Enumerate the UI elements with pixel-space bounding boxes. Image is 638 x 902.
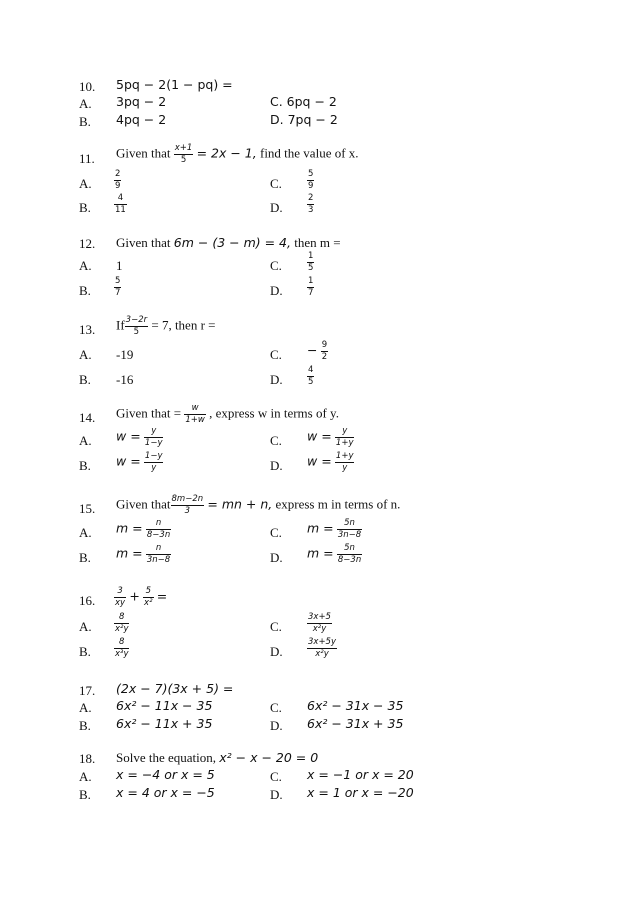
option-letter-d: D. bbox=[270, 283, 283, 298]
option-d: $\frac{4}{5}$ bbox=[308, 365, 314, 387]
option-letter-a: A. bbox=[79, 96, 92, 111]
question-stem: Given that $\frac{8m-2n}{3}$ = mn + n, express m in terms of n. bbox=[116, 494, 401, 516]
option-letter-a: A. bbox=[79, 433, 92, 448]
option-letter-b: B. bbox=[79, 787, 91, 802]
option-d: $\frac{3x+5y}{\text{x²y}}$ bbox=[308, 637, 336, 659]
question-number: 10. bbox=[79, 79, 96, 94]
option-letter-b: B. bbox=[79, 283, 91, 298]
option-c: x = −1 or x = 20 bbox=[307, 767, 414, 782]
option-letter-a: A. bbox=[79, 176, 92, 191]
option-letter-a: A. bbox=[79, 258, 92, 273]
question-stem: (2x − 7)(3x + 5) = bbox=[116, 681, 234, 696]
option-letter-d: D. bbox=[270, 458, 283, 473]
option-b: 4pq − 2 bbox=[116, 112, 167, 127]
question-stem: If $\frac{3-2r}{5}$ = 7, then r = bbox=[116, 315, 216, 337]
option-c: m = $\frac{5n}{3n-8}$ bbox=[307, 518, 362, 540]
question-number: 11. bbox=[79, 151, 95, 166]
option-d: $\frac{1}{7}$ bbox=[308, 276, 314, 298]
question-stem: Given that $\frac{x+1}{5}$ = 2x − 1, find the value of x. bbox=[116, 143, 359, 165]
option-letter-a: A. bbox=[79, 769, 92, 784]
option-letter-b: B. bbox=[79, 114, 91, 129]
option-b: m = $\frac{n}{3n-8}$ bbox=[116, 543, 171, 565]
option-c: $\frac{1}{5}$ bbox=[308, 251, 314, 273]
option-letter-c: C. bbox=[270, 433, 282, 448]
option-a: -19 bbox=[116, 347, 134, 362]
option-letter-d: D. bbox=[270, 200, 283, 215]
question-number: 13. bbox=[79, 322, 96, 337]
option-d: D. 7pq − 2 bbox=[270, 112, 338, 127]
option-b: $\frac{5}{7}$ bbox=[115, 276, 121, 298]
option-b: $\frac{8}{\text{x³y}}$ bbox=[115, 637, 129, 659]
option-c: w = $\frac{y}{1+y}$ bbox=[307, 426, 354, 448]
option-letter-d: D. bbox=[270, 372, 283, 387]
option-letter-c: C. bbox=[270, 769, 282, 784]
option-letter-c: C. bbox=[270, 619, 282, 634]
option-letter-d: D. bbox=[270, 644, 283, 659]
question-stem: $\frac{3}{xy}$ + $\frac{5}{\text{x²}}$ = bbox=[115, 586, 168, 608]
option-b: -16 bbox=[116, 372, 134, 387]
option-letter-d: D. bbox=[270, 550, 283, 565]
question-number: 12. bbox=[79, 236, 96, 251]
option-d: x = 1 or x = −20 bbox=[307, 785, 414, 800]
option-letter-d: D. bbox=[270, 718, 283, 733]
option-a: m = $\frac{n}{8-3n}$ bbox=[116, 518, 171, 540]
question-number: 15. bbox=[79, 501, 96, 516]
question-number: 17. bbox=[79, 683, 96, 698]
option-letter-b: B. bbox=[79, 372, 91, 387]
option-b: w = $\frac{1-y}{y}$ bbox=[116, 451, 163, 473]
option-a: w = $\frac{y}{1-y}$ bbox=[116, 426, 163, 448]
option-b: x = 4 or x = −5 bbox=[116, 785, 215, 800]
option-d: w = $\frac{1+y}{y}$ bbox=[307, 451, 354, 473]
option-letter-c: C. bbox=[270, 347, 282, 362]
option-d: 6x² − 31x + 35 bbox=[307, 716, 404, 731]
option-letter-b: B. bbox=[79, 200, 91, 215]
option-c: 6x² − 31x − 35 bbox=[307, 698, 404, 713]
option-d: $\frac{2}{3}$ bbox=[308, 193, 314, 215]
option-c: C. 6pq − 2 bbox=[270, 94, 337, 109]
option-a: $\frac{2}{9}$ bbox=[115, 169, 121, 191]
option-c: − $\frac{9}{2}$ bbox=[307, 340, 328, 362]
question-stem: Given that 6m − (3 − m) = 4, then m = bbox=[116, 235, 341, 250]
option-letter-a: A. bbox=[79, 347, 92, 362]
option-letter-c: C. bbox=[270, 176, 282, 191]
option-letter-c: C. bbox=[270, 700, 282, 715]
question-stem: Given that = $\frac{w}{1+w}$ , express w in terms of y. bbox=[116, 403, 339, 425]
question-number: 18. bbox=[79, 751, 96, 766]
option-letter-b: B. bbox=[79, 458, 91, 473]
option-d: m = $\frac{5n}{8-3n}$ bbox=[307, 543, 362, 565]
option-b: 6x² − 11x + 35 bbox=[116, 716, 213, 731]
option-c: $\frac{3x+5}{\text{x²y}}$ bbox=[308, 612, 331, 634]
option-letter-a: A. bbox=[79, 525, 92, 540]
option-letter-b: B. bbox=[79, 644, 91, 659]
option-letter-b: B. bbox=[79, 718, 91, 733]
option-letter-a: A. bbox=[79, 700, 92, 715]
question-number: 16. bbox=[79, 593, 96, 608]
question-stem: 5pq − 2(1 − pq) = bbox=[116, 77, 233, 92]
option-b: $\frac{4}{11}$ bbox=[115, 193, 126, 215]
option-c: $\frac{5}{9}$ bbox=[308, 169, 314, 191]
option-a: 6x² − 11x − 35 bbox=[116, 698, 213, 713]
option-a: 1 bbox=[116, 258, 123, 273]
option-letter-c: C. bbox=[270, 525, 282, 540]
option-a: 3pq − 2 bbox=[116, 94, 167, 109]
option-letter-b: B. bbox=[79, 550, 91, 565]
question-number: 14. bbox=[79, 410, 96, 425]
option-a: $\frac{8}{\text{x²y}}$ bbox=[115, 612, 129, 634]
option-letter-d: D. bbox=[270, 787, 283, 802]
option-a: x = −4 or x = 5 bbox=[116, 767, 215, 782]
option-letter-a: A. bbox=[79, 619, 92, 634]
question-stem: Solve the equation, x² − x − 20 = 0 bbox=[116, 750, 319, 765]
option-letter-c: C. bbox=[270, 258, 282, 273]
